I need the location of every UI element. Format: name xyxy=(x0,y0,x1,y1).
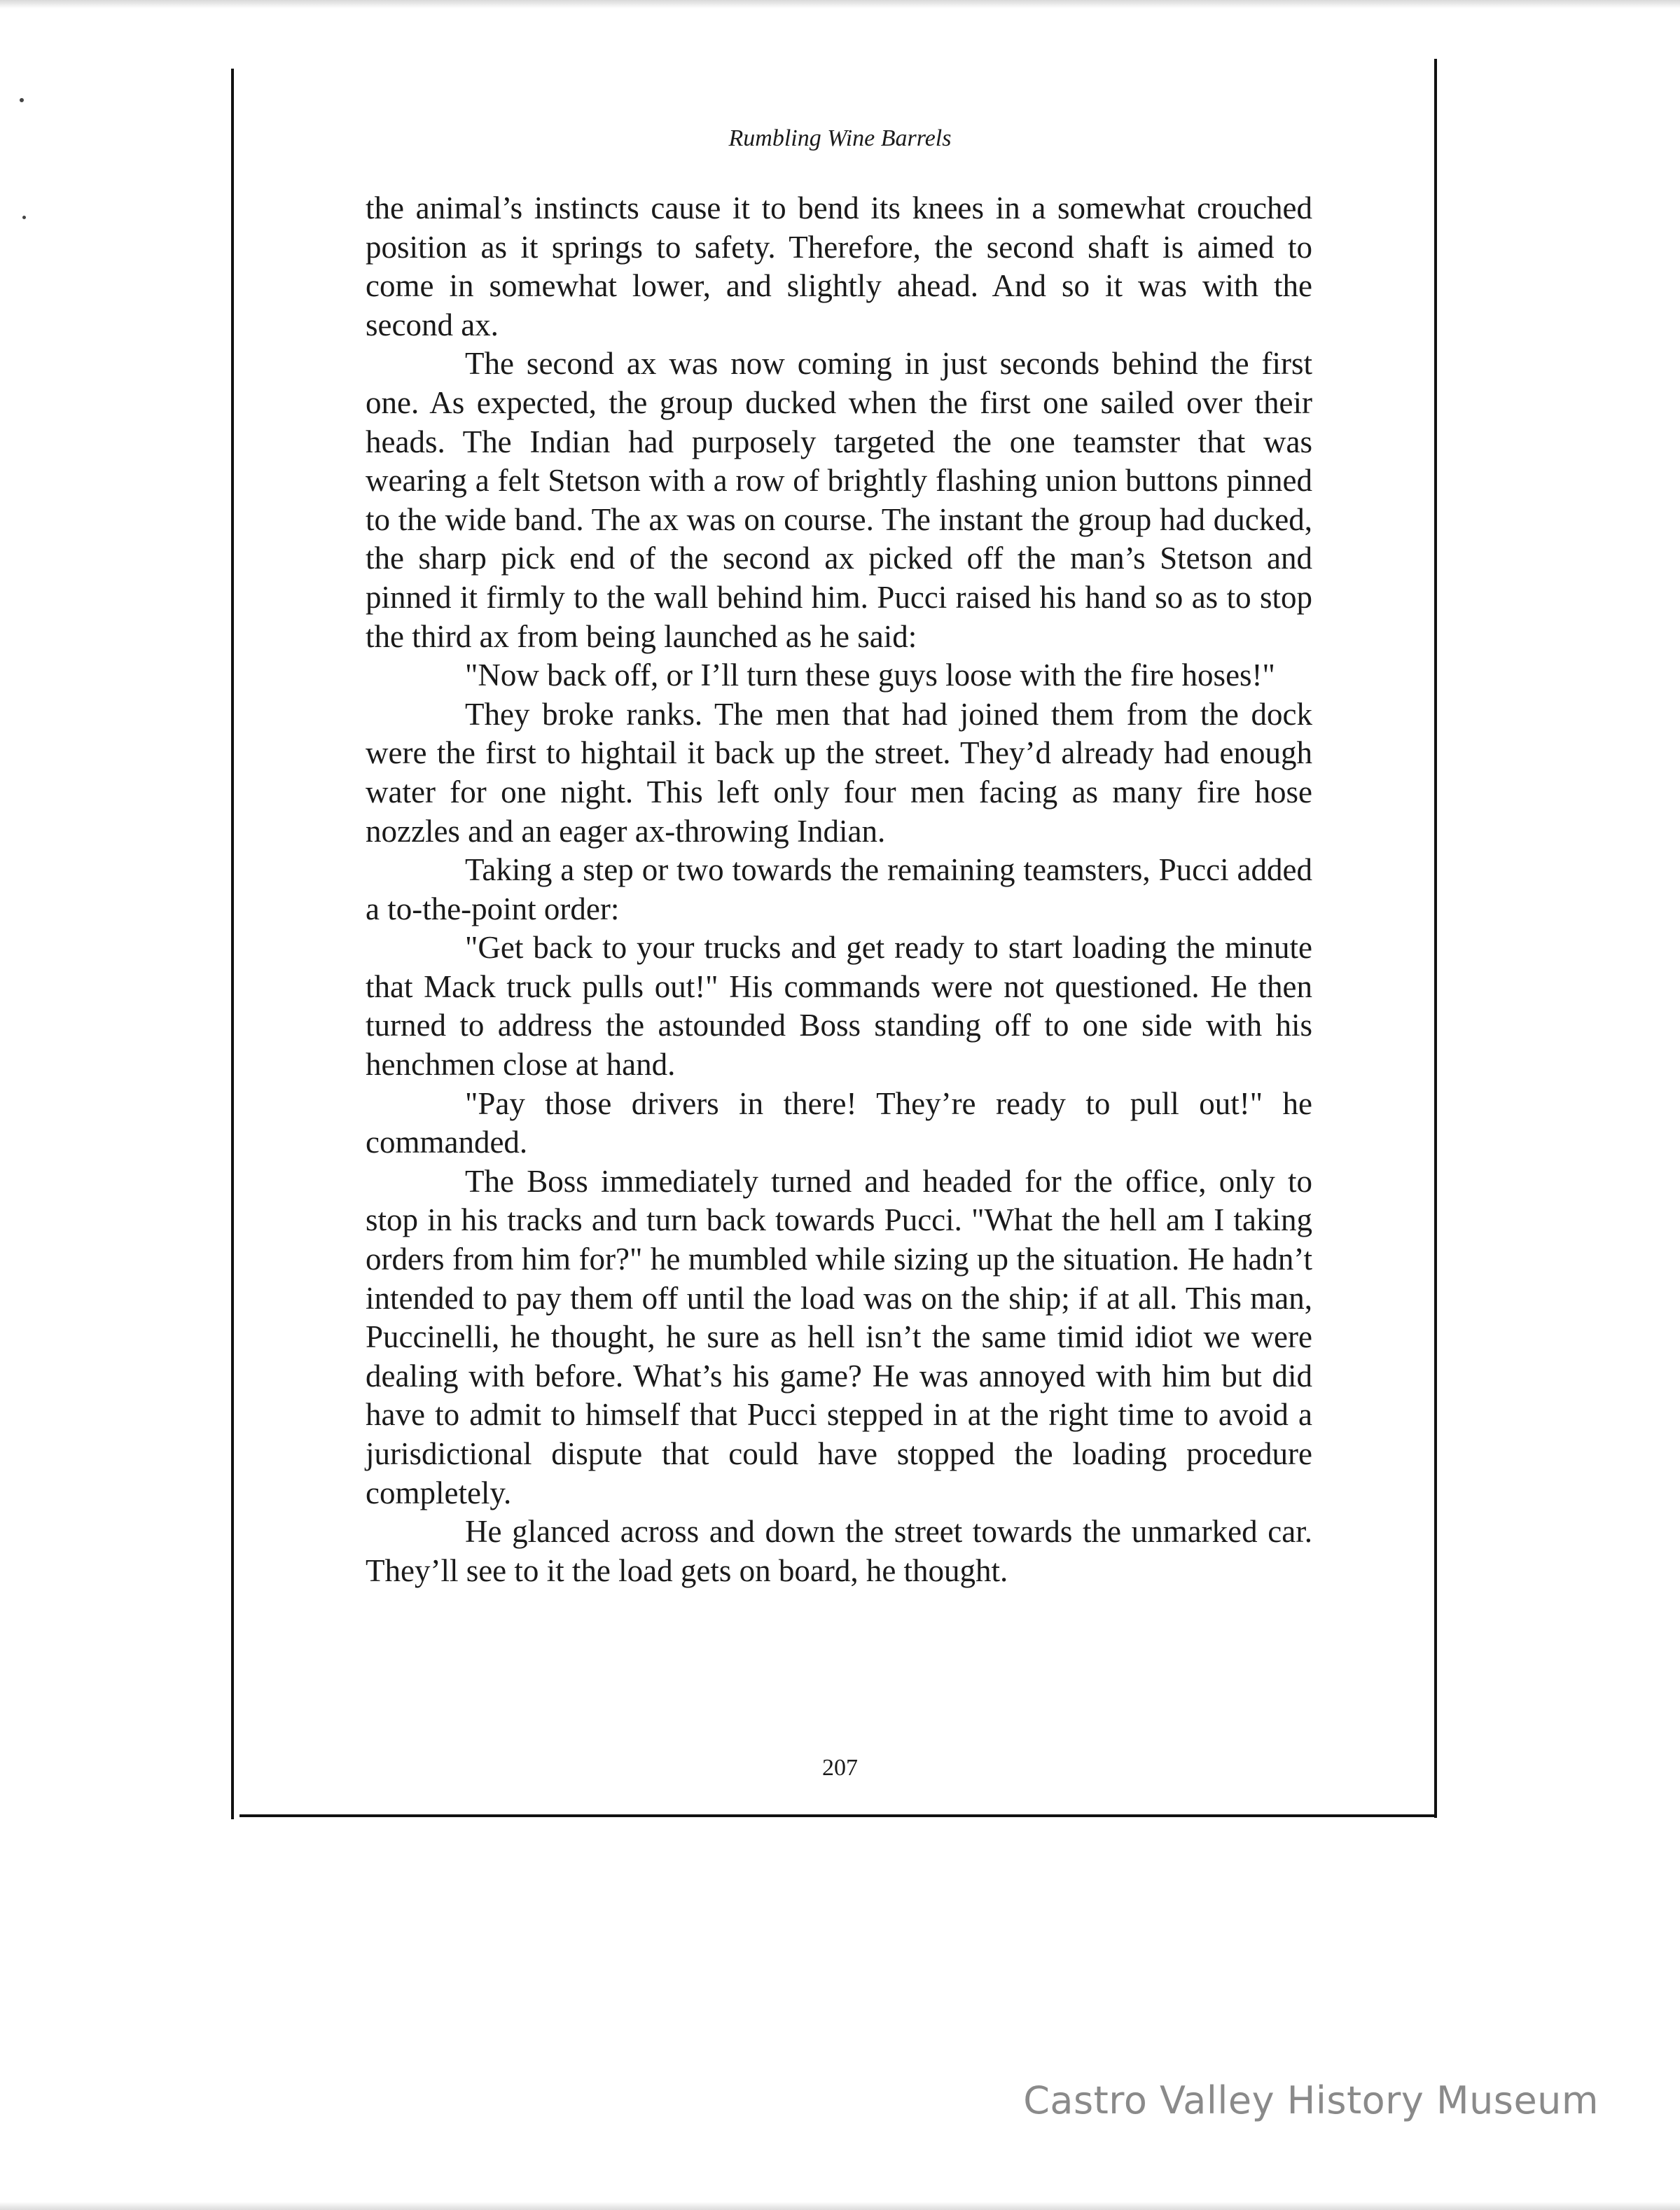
scan-top-edge xyxy=(0,0,1680,8)
paragraph: Taking a step or two towards the remaining teamsters, Pucci added a to-the-point order: xyxy=(366,852,1312,926)
scan-speck xyxy=(20,98,24,102)
watermark: Castro Valley History Museum xyxy=(1023,2078,1599,2122)
page-number: 207 xyxy=(822,1755,858,1781)
running-head: Rumbling Wine Barrels xyxy=(728,125,952,151)
scan-speck xyxy=(22,216,26,219)
scan-bottom-edge xyxy=(0,2202,1680,2210)
paragraph: the animal’s instincts cause it to bend its knees in a somewhat crouched position as it springs to safety. Therefore, the second shaft is aimed to come in somewhat lower, and slightly ahead. And so it was with the second ax. xyxy=(366,190,1312,342)
page-frame-bottom-rule xyxy=(239,1814,1437,1817)
paragraph: They broke ranks. The men that had joined them from the dock were the first to hightail it back up the street. They’d already had enough water for one night. This left only four men facing as many fire hose nozzles and an eager ax-throwing Indian. xyxy=(366,696,1312,849)
paragraph: The second ax was now coming in just seconds behind the first one. As expected, the group ducked when the first one sailed over their heads. The Indian had purposely targeted the one teamster that was wearing a felt Stetson with a row of brightly flashing union buttons pinned to the wide band. The ax was on course. The instant the group had ducked, the sharp pick end of the second ax picked off the man’s Stetson and pinned it firmly to the wall behind him. Pucci raised his hand so as to stop the third ax from being launched as he said: xyxy=(366,346,1312,654)
dialogue-paragraph: "Now back off, or I’ll turn these guys loose with the fire hoses!" xyxy=(465,658,1275,693)
body-text xyxy=(366,189,1312,1590)
dialogue-paragraph: "Pay those drivers in there! They’re ready to pull out!" he commanded. xyxy=(366,1085,1312,1160)
paragraph: He glanced across and down the street towards the unmarked car. They’ll see to it the load gets on board, he thought. xyxy=(366,1514,1312,1588)
page-frame-left-rule xyxy=(231,69,234,1819)
page-frame-right-rule xyxy=(1434,59,1437,1818)
dialogue-paragraph: "Get back to your trucks and get ready to start loading the minute that Mack truck pulls out!" His commands were not questioned. He then turned to address the astounded Boss standing off to one side with his henchmen close at hand. xyxy=(366,930,1312,1083)
paragraph: The Boss immediately turned and headed for the office, only to stop in his tracks and turn back towards Pucci. "What the hell am I taking orders from him for?" he mumbled while sizing up the situation. He hadn’t intended to pay them off until the load was on the ship; if at all. This man, Puccinelli, he thought, he sure as hell isn’t the same timid idiot we were dealing with before. What’s his game? He was annoyed with him but did have to admit to himself that Pucci stepped in at the right time to avoid a jurisdictional dispute that could have stopped the loading procedure completely. xyxy=(366,1163,1312,1510)
